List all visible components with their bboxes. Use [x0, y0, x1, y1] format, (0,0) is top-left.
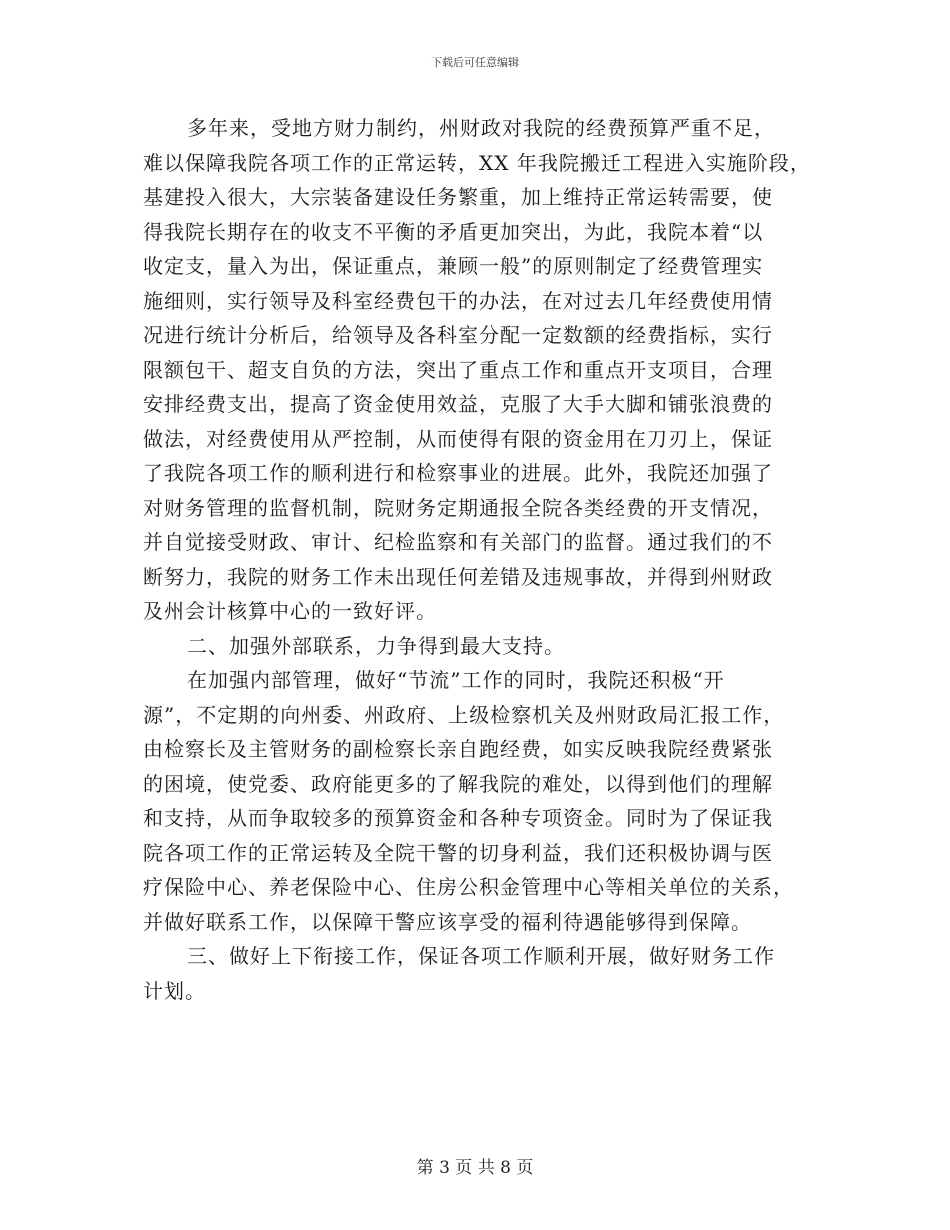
text-line: 得我院长期存在的收支不平衡的矛盾更加突出，为此，我院本着“以	[143, 219, 764, 244]
text-line: 况进行统计分析后，给领导及各科室分配一定数额的经费指标，实行	[143, 323, 773, 347]
text-line: 对财务管理的监督机制，院财务定期通报全院各类经费的开支情况，	[143, 495, 773, 520]
text-line: 做法，对经费使用从严控制，从而使得有限的资金用在刀刃上，保证	[143, 426, 773, 451]
text-line: 和支持，从而争取较多的预算资金和各种专项资金。同时为了保证我	[143, 806, 773, 830]
text-line: 源”，不定期的向州委、州政府、上级检察机关及州财政局汇报工作，	[143, 702, 785, 727]
document-body	[143, 111, 823, 1008]
text-line: 并自觉接受财政、审计、纪检监察和有关部门的监督。通过我们的不	[143, 530, 773, 554]
text-line: 安排经费支出，提高了资金使用效益，克服了大手大脚和铺张浪费的	[143, 392, 773, 416]
text-line: 疗保险中心、养老保险中心、住房公积金管理中心等相关单位的关系，	[143, 875, 794, 899]
text-line: 施细则，实行领导及科室经费包干的办法，在对过去几年经费使用情	[143, 288, 773, 313]
section-heading: 三、做好上下衔接工作，保证各项工作顺利开展，做好财务工作	[187, 944, 775, 968]
text-line: 难以保障我院各项工作的正常运转，XX 年我院搬迁工程进入实施阶段，	[143, 150, 811, 175]
text-line: 院各项工作的正常运转及全院干警的切身利益，我们还积极协调与医	[143, 840, 773, 865]
text-line: 了我院各项工作的顺利进行和检察事业的进展。此外，我院还加强了	[143, 461, 773, 485]
text-line: 由检察长及主管财务的副检察长亲自跑经费，如实反映我院经费紧张	[143, 737, 773, 761]
text-line: 收定支，量入为出，保证重点，兼顾一般”的原则制定了经费管理实	[143, 254, 764, 278]
text-line: 并做好联系工作，以保障干警应该享受的福利待遇能够得到保障。	[143, 909, 752, 934]
text-line: 基建投入很大，大宗装备建设任务繁重，加上维持正常运转需要，使	[143, 185, 773, 209]
text-line: 计划。	[143, 978, 206, 1003]
page-header-note: 下载后可任意编辑	[431, 56, 519, 69]
text-line: 在加强内部管理，做好“节流”工作的同时，我院还积极“开	[187, 668, 725, 692]
text-line: 限额包干、超支自负的方法，突出了重点工作和重点开支项目，合理	[143, 357, 773, 382]
text-line: 及州会计核算中心的一致好评。	[143, 599, 437, 623]
text-line: 的困境，使党委、政府能更多的了解我院的难处，以得到他们的理解	[143, 771, 773, 796]
text-line: 断努力，我院的财务工作未出现任何差错及违规事故，并得到州财政	[143, 564, 773, 589]
section-heading: 二、加强外部联系，力争得到最大支持。	[187, 633, 565, 658]
text-line: 多年来，受地方财力制约，州财政对我院的经费预算严重不足，	[187, 116, 775, 140]
page-number: 第 3 页 共 8 页	[416, 1158, 534, 1178]
